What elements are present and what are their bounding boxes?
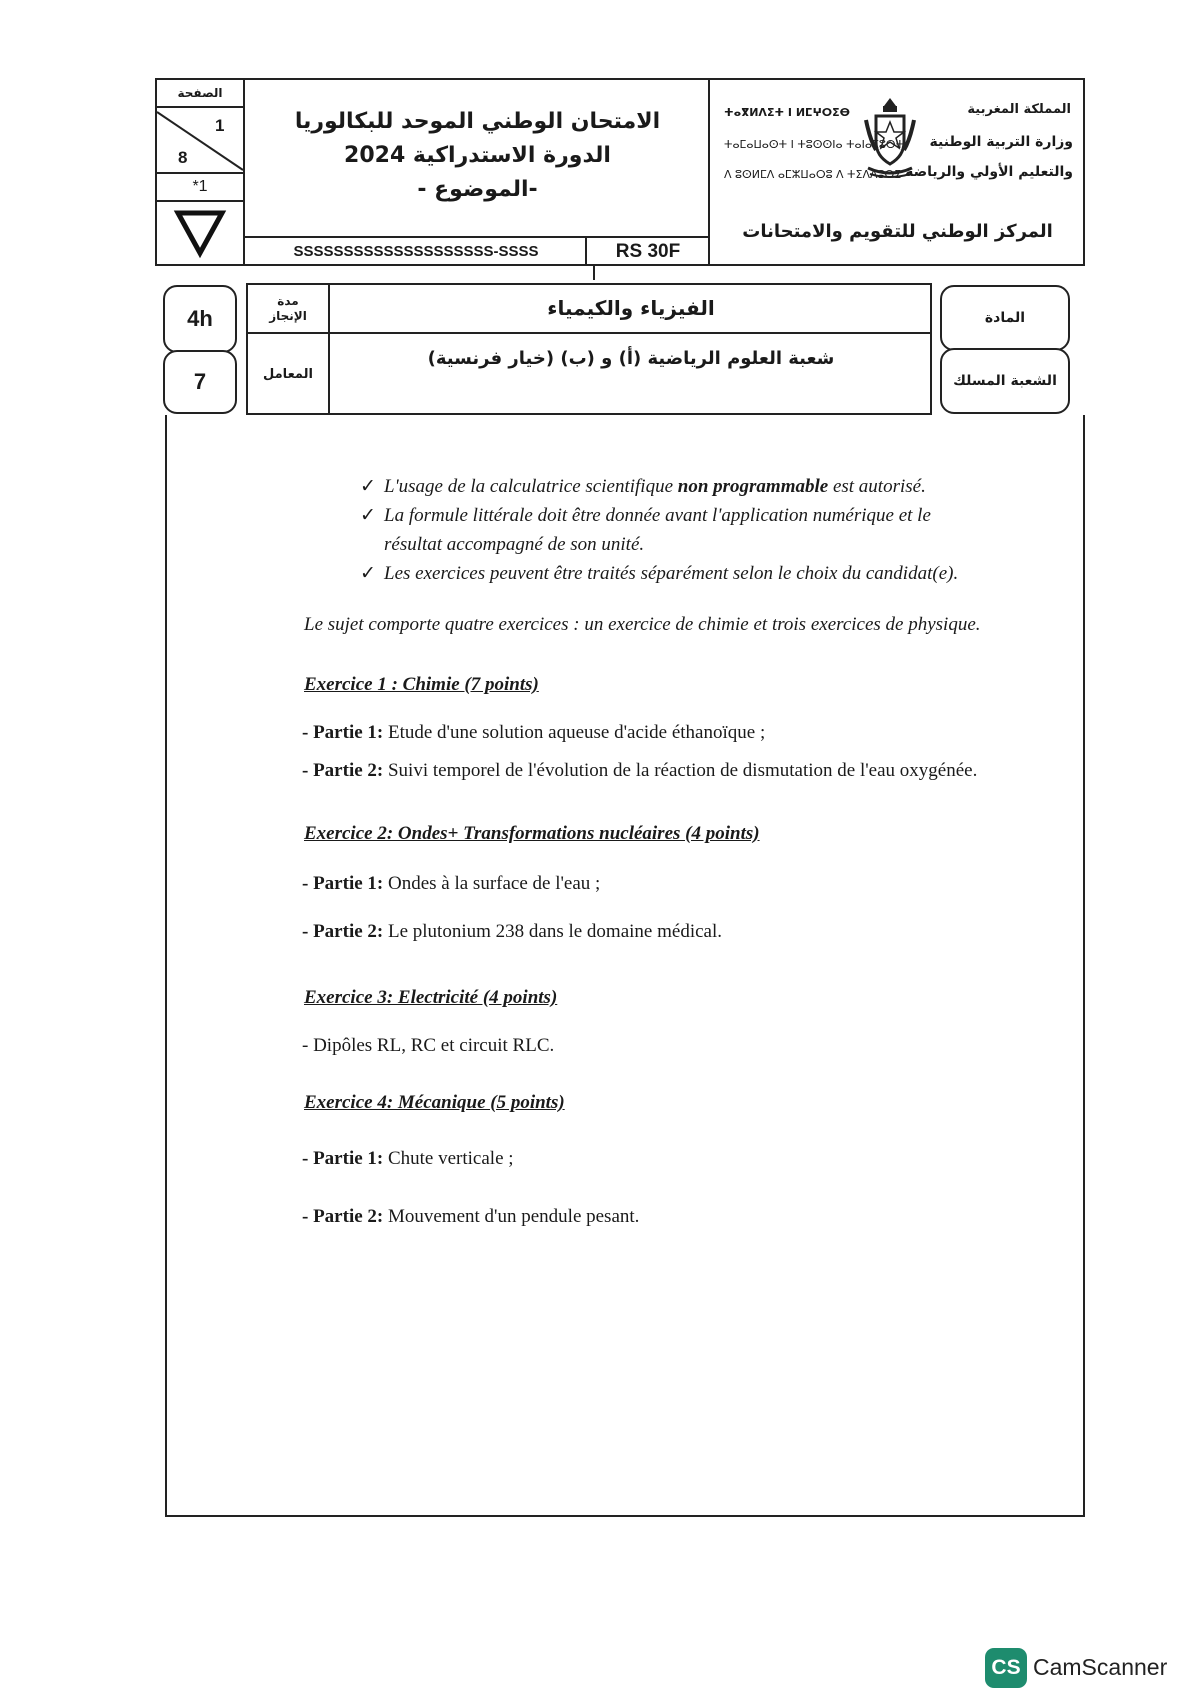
- page-total: 8: [178, 148, 188, 167]
- duration-label: مدة الإنجاز: [269, 294, 307, 323]
- page-fraction-box: [157, 108, 243, 174]
- instruction-item: ✓ Les exercices peuvent être traités séparément selon le choix du candidat(e).: [360, 559, 1060, 588]
- exercise-4-title: Exercice 4: Mécanique (5 points): [304, 1092, 565, 1113]
- check-icon: ✓: [360, 476, 376, 497]
- info-col-divider: [328, 283, 330, 415]
- check-icon: ✓: [360, 505, 376, 526]
- exam-code: RS 30F: [615, 240, 681, 262]
- page-number: 1: [215, 116, 225, 135]
- duration-value: 4h: [187, 306, 213, 331]
- instruction-item: résultat accompagné de son unité.: [384, 534, 645, 555]
- coefficient-label: المعامل: [263, 366, 313, 382]
- exercise-4-part-1: - Partie 1: Chute verticale ;: [302, 1148, 514, 1169]
- fraction-diagonal: [157, 108, 243, 174]
- exercise-3-part-1: - Dipôles RL, RC et circuit RLC.: [302, 1035, 555, 1056]
- exercise-2-part-2: - Partie 2: Le plutonium 238 dans le domaine médical.: [302, 921, 722, 942]
- instructions-list: [360, 472, 1060, 588]
- camscanner-logo-icon: CS: [985, 1648, 1027, 1688]
- info-row-divider: [246, 332, 932, 334]
- triangle-icon: [157, 202, 243, 264]
- check-icon: ✓: [360, 563, 376, 584]
- exercise-2-part-1: - Partie 1: Ondes à la surface de l'eau ;: [302, 873, 601, 894]
- exercise-1-part-2: - Partie 2: Suivi temporel de l'évolution de la réaction de dismutation de l'eau oxygénée.: [302, 760, 978, 781]
- branch-field-label: الشعبة المسلك: [953, 373, 1057, 389]
- ministry-line-1: وزارة التربية الوطنية: [929, 134, 1073, 150]
- page-label: الصفحة: [157, 80, 243, 108]
- exercise-2-title: Exercice 2: Ondes+ Transformations nucléaires (4 points): [304, 823, 760, 844]
- exercise-3-title: Exercice 3: Electricité (4 points): [304, 987, 558, 1008]
- code-tick: [593, 266, 595, 280]
- ministry-line-2: والتعليم الأولي والرياضة: [905, 164, 1073, 180]
- subject-field-label: المادة: [984, 310, 1026, 326]
- branch-value: شعبة العلوم الرياضية (أ) و (ب) (خيار فرنسية): [427, 347, 835, 369]
- tifinagh-line-2: ⵜⴰⵎⴰⵡⴰⵙⵜ ⵏ ⵜⵓⵙⵙⵏⴰ ⵜⴰⵏⴰⵎⵓⵔⵜ: [724, 138, 905, 151]
- tifinagh-line-1: ⵜⴰⴳⵍⴷⵉⵜ ⵏ ⵍⵎⵖⵔⵉⴱ: [724, 106, 851, 119]
- intro-text: Le sujet comporte quatre exercices : un exercice de chimie et trois exercices de physique.: [304, 614, 981, 635]
- ministry-block: [712, 80, 1083, 264]
- nabla-icon: [175, 209, 225, 257]
- exam-title: الامتحان الوطني الموحد للبكالوريا: [294, 109, 661, 134]
- page-marker: *1: [157, 174, 243, 202]
- exam-subject-label: -الموضوع -: [417, 177, 538, 202]
- instruction-item: ✓ La formule littérale doit être donnée avant l'application numérique et le: [360, 501, 1060, 530]
- tifinagh-line-3: ⴷ ⵓⵙⵍⵎⴷ ⴰⵎⵣⵡⴰⵔⵓ ⴷ ⵜⵉⴷⴷⵓⵙⵉ: [724, 168, 902, 181]
- coefficient-value: 7: [193, 369, 207, 394]
- exam-session: الدورة الاستدراكية 2024: [344, 143, 611, 168]
- exercise-4-part-2: - Partie 2: Mouvement d'un pendule pesant.: [302, 1206, 640, 1227]
- subject-value: الفيزياء والكيمياء: [547, 296, 715, 320]
- exercise-1-title: Exercice 1 : Chimie (7 points): [304, 674, 539, 695]
- center-name: المركز الوطني للتقويم والامتحانات: [742, 220, 1053, 242]
- camscanner-brand: CamScanner: [1033, 1654, 1168, 1680]
- barcode-code: SSSSSSSSSSSSSSSSSSSS-SSSS: [247, 238, 587, 265]
- kingdom-name: المملكة المغربية: [967, 102, 1071, 117]
- exercise-1-part-1: - Partie 1: Etude d'une solution aqueuse d'acide éthanoïque ;: [302, 722, 766, 743]
- instruction-item: ✓ L'usage de la calculatrice scientifique non programmable est autorisé.: [360, 472, 1060, 501]
